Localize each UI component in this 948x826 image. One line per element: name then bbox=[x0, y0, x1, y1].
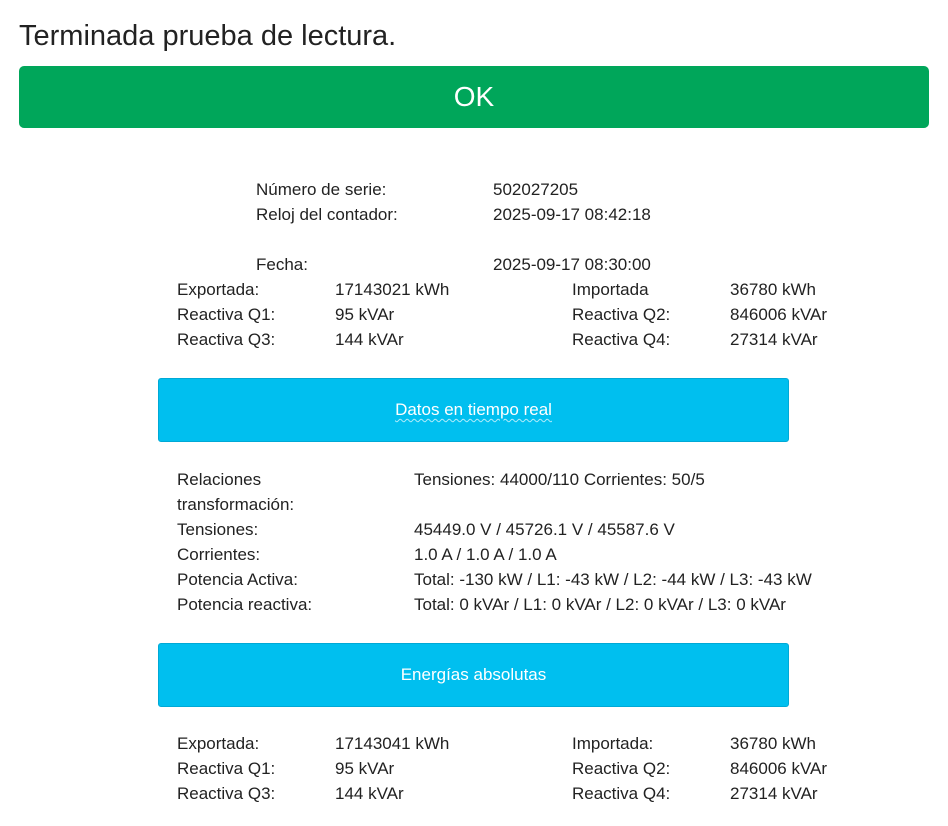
currents-label: Corrientes: bbox=[177, 545, 261, 564]
reactive-q4-label: Reactiva Q4: bbox=[572, 330, 671, 349]
reactive-q1-value: 95 kVAr bbox=[335, 305, 395, 324]
exported-label: Exportada: bbox=[177, 280, 260, 299]
abs-reactive-q4-value: 27314 kVAr bbox=[730, 784, 818, 803]
reactive-power-value: Total: 0 kVAr / L1: 0 kVAr / L2: 0 kVAr / L3: 0 kVAr bbox=[414, 595, 786, 614]
abs-reactive-q2-label: Reactiva Q2: bbox=[572, 759, 671, 778]
serial-value: 502027205 bbox=[493, 180, 579, 199]
abs-reactive-q2-value: 846006 kVAr bbox=[730, 759, 828, 778]
transformer-ratios-label: Relaciones transformación: bbox=[177, 470, 295, 514]
exported-value: 17143021 kWh bbox=[335, 280, 450, 299]
reactive-q3-label: Reactiva Q3: bbox=[177, 330, 276, 349]
reactive-q3-value: 144 kVAr bbox=[335, 330, 404, 349]
abs-reactive-q3-value: 144 kVAr bbox=[335, 784, 404, 803]
abs-reactive-q1-value: 95 kVAr bbox=[335, 759, 395, 778]
imported-label: Importada bbox=[572, 280, 649, 299]
ok-button[interactable]: OK bbox=[19, 66, 929, 128]
abs-imported-value: 36780 kWh bbox=[730, 734, 816, 753]
page-title: Terminada prueba de lectura. bbox=[19, 20, 397, 52]
transformer-ratios-value: Tensiones: 44000/110 Corrientes: 50/5 bbox=[414, 470, 705, 489]
reactive-q2-label: Reactiva Q2: bbox=[572, 305, 671, 324]
imported-value: 36780 kWh bbox=[730, 280, 816, 299]
meter-clock-label: Reloj del contador: bbox=[256, 205, 398, 224]
reactive-q1-label: Reactiva Q1: bbox=[177, 305, 276, 324]
abs-reactive-q3-label: Reactiva Q3: bbox=[177, 784, 276, 803]
abs-reactive-q1-label: Reactiva Q1: bbox=[177, 759, 276, 778]
voltages-label: Tensiones: bbox=[177, 520, 259, 539]
voltages-value: 45449.0 V / 45726.1 V / 45587.6 V bbox=[414, 520, 675, 539]
reactive-power-label: Potencia reactiva: bbox=[177, 595, 313, 614]
realtime-data-button[interactable] bbox=[158, 378, 789, 442]
abs-exported-label: Exportada: bbox=[177, 734, 260, 753]
active-power-label: Potencia Activa: bbox=[177, 570, 298, 589]
abs-reactive-q4-label: Reactiva Q4: bbox=[572, 784, 671, 803]
meter-clock-value: 2025-09-17 08:42:18 bbox=[493, 205, 651, 224]
abs-imported-label: Importada: bbox=[572, 734, 654, 753]
active-power-value: Total: -130 kW / L1: -43 kW / L2: -44 kW / L3: -43 kW bbox=[414, 570, 812, 589]
absolute-energies-button[interactable]: Energías absolutas bbox=[158, 643, 789, 707]
date-label: Fecha: bbox=[256, 255, 308, 274]
reactive-q2-value: 846006 kVAr bbox=[730, 305, 828, 324]
abs-exported-value: 17143041 kWh bbox=[335, 734, 450, 753]
currents-value: 1.0 A / 1.0 A / 1.0 A bbox=[414, 545, 557, 564]
serial-label: Número de serie: bbox=[256, 180, 387, 199]
reactive-q4-value: 27314 kVAr bbox=[730, 330, 818, 349]
realtime-data-link[interactable]: Datos en tiempo real bbox=[395, 400, 552, 419]
date-value: 2025-09-17 08:30:00 bbox=[493, 255, 651, 274]
